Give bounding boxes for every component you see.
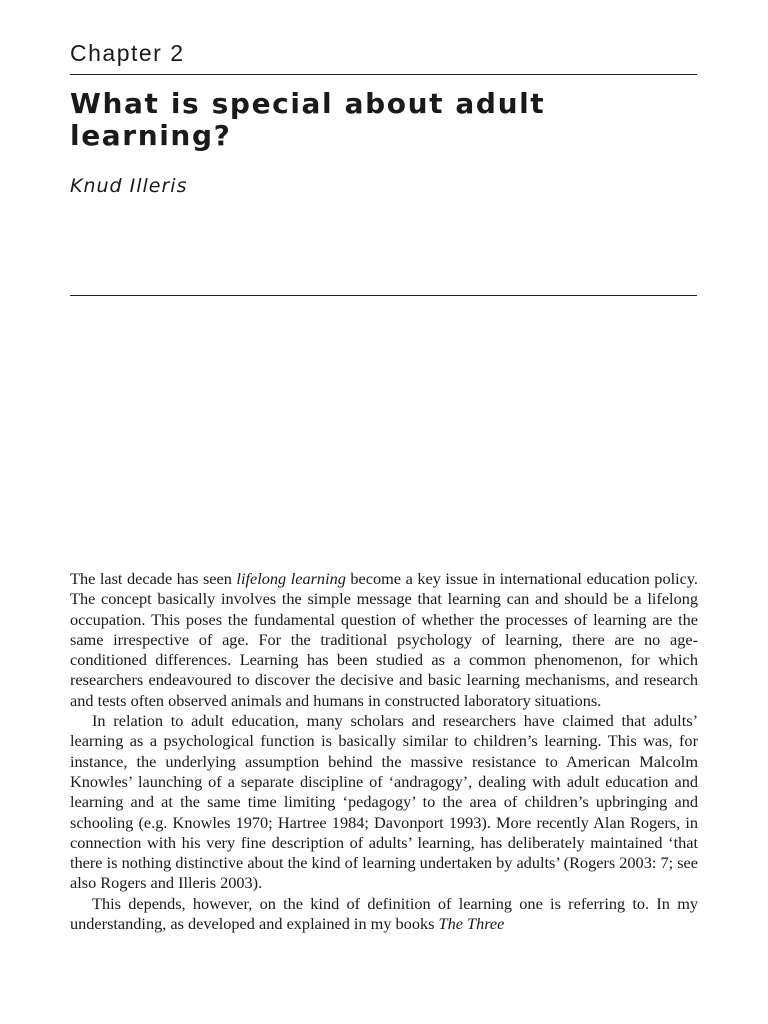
paragraph-1	[70, 569, 698, 711]
body-text	[70, 569, 698, 934]
p1-emphasis: lifelong learning	[236, 569, 346, 588]
p1-text-after: become a key issue in international education policy. The concept basically involves the simple message that learning can and should be a lifelong occupation. This poses the fundamental question of whether the processes of learning are the same irrespective of age. For the traditional psychology of learning, there are no age-conditioned differences. Learning has been studied as a common phenomenon, for which researchers endeavoured to discover the decisive and basic learning mechanisms, and research and tests often observed animals and humans in constructed laboratory situations.	[70, 569, 699, 710]
paragraph-2: In relation to adult education, many scholars and researchers have claimed that adults’ learning as a psychological function is basically similar to children’s learning. This was, for instance, the underlying assumption behind the massive resistance to American Malcolm Knowles’ launching of a separate discipline of ‘andragogy’, dealing with adult education and learning and at the same time limiting ‘pedagogy’ to the area of children’s upbringing and schooling (e.g. Knowles 1970; Hartree 1984; Davonport 1993). More recently Alan Rogers, in connection with his very fine description of adults’ learning, has deliberately maintained ‘that there is nothing distinctive about the kind of learning undertaken by adults’ (Rogers 2003: 7; see also Rogers and Illeris 2003).	[70, 711, 698, 893]
chapter-title: What is special about adult learning?	[70, 87, 546, 152]
p1-text-before: The last decade has seen	[70, 569, 237, 588]
bottom-rule	[70, 295, 697, 296]
paragraph-3	[70, 894, 698, 935]
p3-text-before: This depends, however, on the kind of definition of learning one is referring to. In my understanding, as developed and explained in my books	[70, 893, 698, 934]
author-name: Knud Illeris	[70, 175, 188, 197]
top-rule	[70, 74, 697, 75]
chapter-label: Chapter 2	[70, 40, 185, 66]
p3-emphasis: The Three	[438, 914, 505, 934]
